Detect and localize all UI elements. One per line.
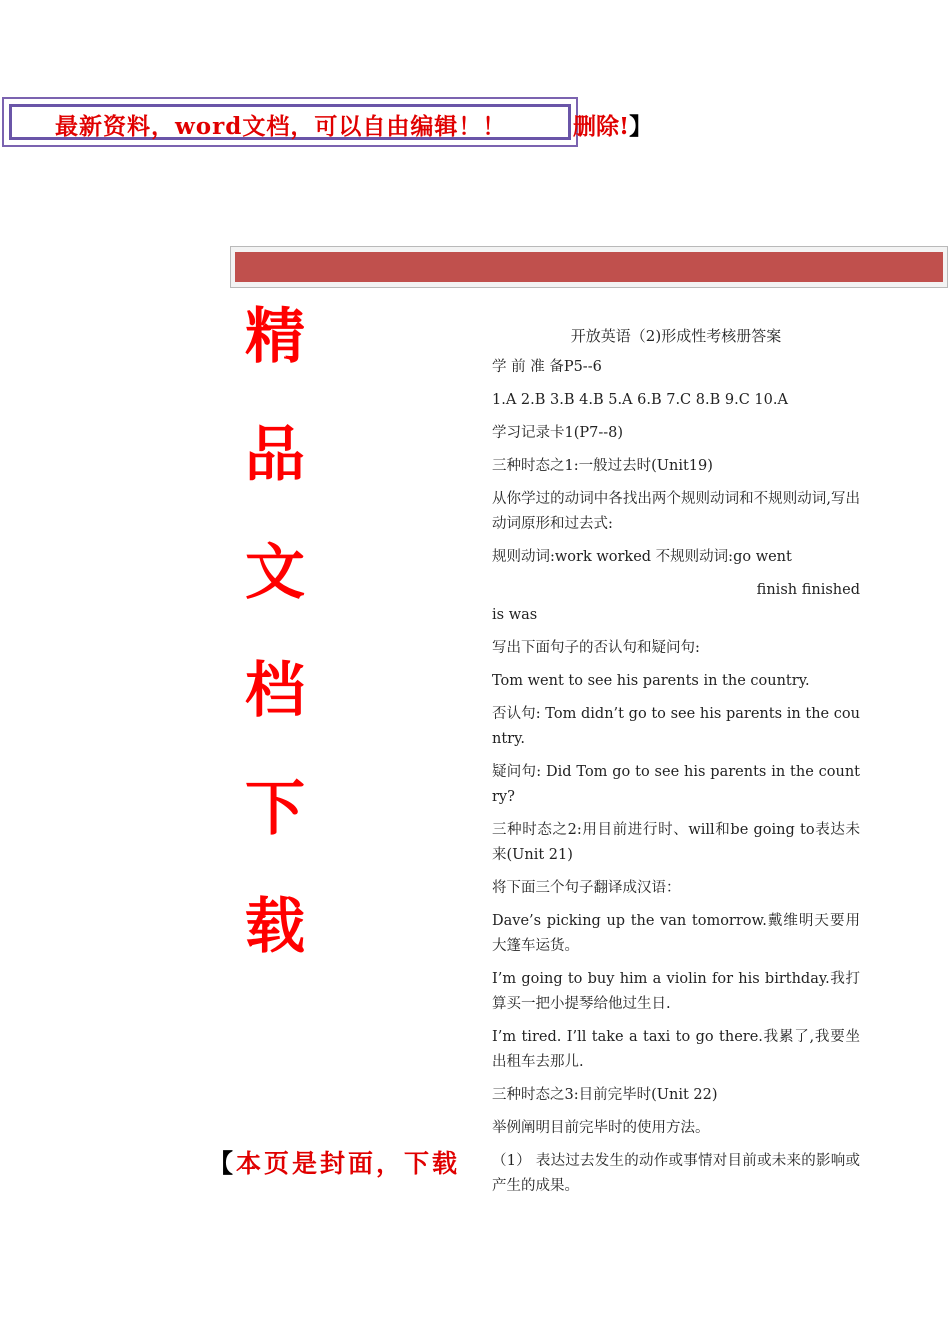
paragraph: 学 前 准 备P5--6	[492, 359, 602, 375]
cover-char-3: 文	[245, 538, 305, 608]
paragraph: 学习记录卡1(P7--8)	[492, 425, 624, 441]
banner-trail-bracket: 】	[629, 113, 653, 140]
document-title: 开放英语（2)形成性考核册答案	[570, 327, 782, 345]
paragraph: 三种时态之1:一般过去时(Unit19)	[492, 458, 713, 474]
paragraph: （1） 表达过去发生的动作或事情对目前或未来的影响或产生的成果。	[492, 1153, 860, 1194]
cover-char-5: 下	[245, 774, 305, 844]
paragraph: 三种时态之2:用目前进行时、will和be going to表达未来(Unit 21)	[492, 822, 860, 863]
cover-char-1: 精	[245, 302, 305, 372]
banner-trail	[573, 108, 652, 141]
paragraph: I’m going to buy him a violin for his birthday.我打算买一把小提琴给他过生日.	[492, 971, 860, 1012]
paragraph: 从你学过的动词中各找出两个规则动词和不规则动词,写出动词原形和过去式:	[492, 491, 860, 532]
paragraph: Dave’s picking up the van tomorrow.戴维明天要用大篷车运货。	[492, 913, 860, 954]
paragraph: 三种时态之3:目前完毕时(Unit 22)	[492, 1087, 718, 1103]
cover-note	[208, 1144, 460, 1180]
cover-char-2: 品	[245, 420, 305, 490]
paragraph: 1.A 2.B 3.B 4.B 5.A 6.B 7.C 8.B 9.C 10.A	[492, 392, 788, 408]
paragraph: I’m tired. I’ll take a taxi to go there.我累了,我要坐出租车去那儿.	[492, 1029, 860, 1070]
vertical-cover-title	[236, 278, 314, 986]
red-title-bar	[235, 252, 943, 282]
cover-char-4: 档	[245, 656, 305, 726]
paragraph: 规则动词:work worked 不规则动词:go went	[492, 549, 792, 565]
paragraph: 否认句: Tom didn’t go to see his parents in the country.	[492, 706, 860, 747]
paragraph: 将下面三个句子翻译成汉语：	[492, 880, 681, 896]
cover-char-6: 载	[245, 892, 305, 962]
banner-text: 最新资料，word文档，可以自由编辑！！	[55, 113, 507, 140]
cover-note-text: 本页是封面，下载	[236, 1149, 461, 1178]
banner-trail-text: 删除!	[573, 113, 630, 140]
cover-note-bracket: 【	[208, 1149, 237, 1178]
paragraph: 举例阐明目前完毕时的使用方法。	[492, 1120, 710, 1136]
paragraph-finish: finish finished	[756, 582, 860, 598]
paragraph: Tom went to see his parents in the country.	[492, 673, 810, 689]
document-body	[492, 324, 860, 1207]
paragraph: 疑问句: Did Tom go to see his parents in the country?	[492, 764, 860, 805]
paragraph: 写出下面句子的否认句和疑问句:	[492, 640, 700, 656]
paragraph: is was	[492, 607, 538, 623]
